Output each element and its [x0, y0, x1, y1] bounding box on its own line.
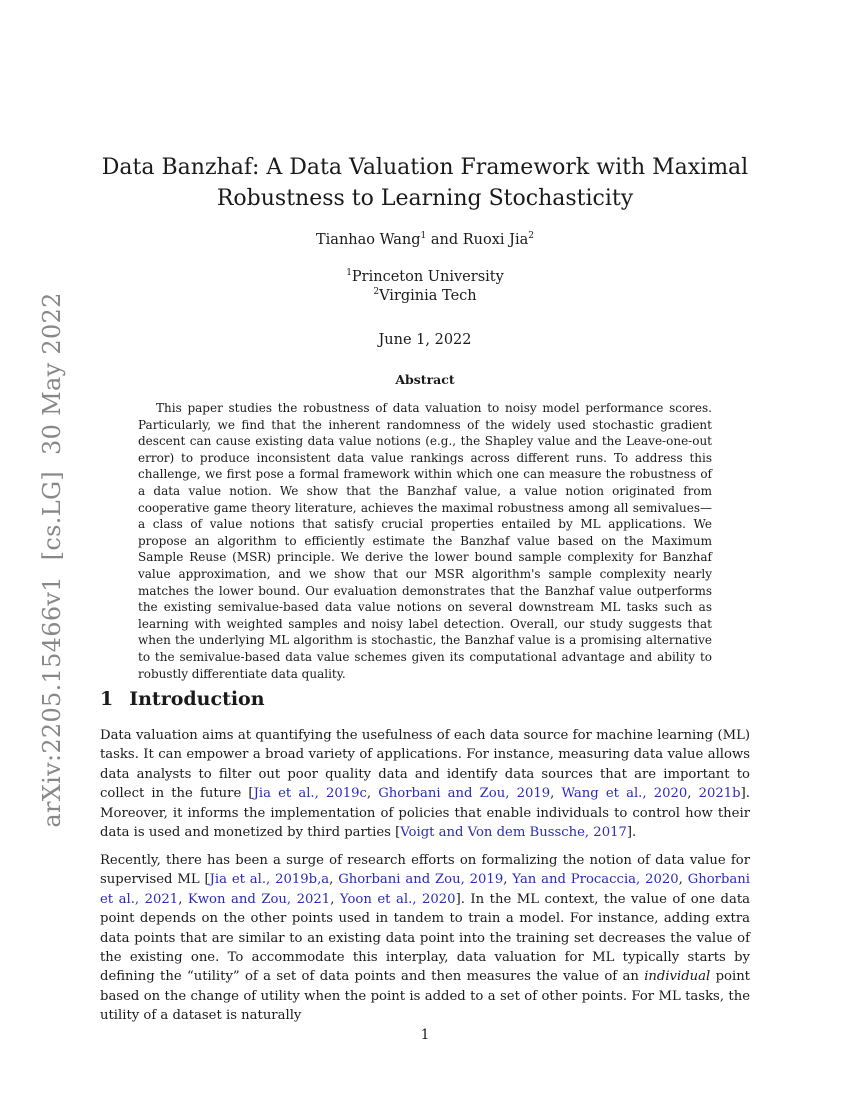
citation-link[interactable]: 2021b — [698, 786, 741, 802]
author-connector: and — [426, 232, 463, 248]
title-line-2: Robustness to Learning Stochasticity — [216, 186, 634, 211]
citation-link[interactable]: Voigt and Von dem Bussche, 2017 — [400, 825, 627, 841]
author-list — [100, 232, 750, 248]
emphasis-text: individual — [644, 969, 711, 985]
intro-paragraph-2 — [100, 851, 750, 1026]
citation-separator: , — [687, 786, 699, 802]
citation-link[interactable]: Ghorbani and Zou, 2019 — [338, 872, 504, 888]
abstract-heading: Abstract — [395, 372, 455, 387]
affiliation-name: Virginia Tech — [379, 288, 477, 304]
arxiv-identifier — [38, 288, 66, 831]
affiliation-line — [100, 268, 750, 287]
citation-separator: , — [330, 891, 340, 907]
citation-link[interactable]: Ghorbani and Zou, 2019 — [378, 786, 551, 802]
affiliation-mark: 1 — [346, 268, 352, 278]
citation-link[interactable]: Jia et al., 2019b,a — [209, 872, 330, 888]
paragraph-text: ]. — [626, 825, 637, 841]
title-line-1: Data Banzhaf: A Data Valuation Framework with Maximal — [101, 155, 749, 180]
section-heading — [100, 688, 265, 710]
affiliation-name: Princeton University — [351, 269, 504, 285]
author-name: Ruoxi Jia — [462, 232, 529, 248]
arxiv-category: [cs.LG] — [38, 470, 66, 561]
section-number: 1 — [100, 688, 114, 710]
author-name: Tianhao Wang — [316, 232, 421, 248]
citation-separator: , — [329, 872, 339, 888]
paragraph-text: Recently, there has been a surge of research efforts on formalizing the notion of data value for supervised ML [ — [100, 853, 750, 888]
paragraph-text: point based on the change of utility when the point is added to a set of other points. For ML tasks, the utility of a dataset is naturally — [100, 969, 750, 1024]
citation-separator: , — [178, 891, 188, 907]
citation-separator: , — [550, 786, 562, 802]
citation-link[interactable]: Yoon et al., 2020 — [339, 891, 456, 907]
abstract-text: This paper studies the robustness of data valuation to noisy model performance scores. Particularly, we find that the inherent randomness of the widely used stochastic gradient descent can cause existing data value notions (e.g., the Shapley value and the Leave-one-out error) to produce inconsistent data value rankings across different runs. To address this challenge, we first pose a formal framework within which one can measure the robustness of a data value notion. We show that the Banzhaf value, a value notion originated from cooperative game theory literature, achieves the maximal robustness among all semivalues—a class of value notions that satisfy crucial properties entailed by ML applications. We propose an algorithm to efficiently estimate the Banzhaf value based on the Maximum Sample Reuse (MSR) principle. We derive the lower bound sample complexity for Banzhaf value approximation, and we show that our MSR algorithm's sample complexity nearly matches the lower bound. Our evaluation demonstrates that the Banzhaf value outperforms the existing semivalue-based data value notions on several downstream ML tasks such as learning with weighted samples and noisy label detection. Overall, our study suggests that when the underlying ML algorithm is stochastic, the Banzhaf value is a promising alternative to the semivalue-based data value schemes given its computational advantage and ability to robustly differentiate data quality. — [138, 401, 712, 681]
citation-separator: , — [366, 786, 379, 802]
affiliation-mark: 2 — [528, 231, 534, 241]
citation-separator: , — [503, 872, 513, 888]
citation-link[interactable]: Jia et al., 2019c — [253, 786, 367, 802]
citation-link[interactable]: Yan and Procaccia, 2020 — [512, 872, 679, 888]
affiliation-line — [100, 287, 750, 306]
paragraph-text: Data valuation aims at quantifying the usefulness of each data source for machine learning (ML) tasks. It can empower a broad variety of applications. For instance, measuring data value allows data analysts to filter out poor quality data and identify data sources that are important to collect in the future [ — [100, 728, 750, 802]
affiliation-mark: 1 — [420, 231, 427, 241]
paper-date: June 1, 2022 — [378, 332, 472, 348]
affiliations — [100, 268, 750, 306]
citation-link[interactable]: Ghorbani et al., 2021 — [100, 872, 750, 907]
paragraph-text: ]. Moreover, it informs the implementation of policies that enable individuals to control how their data is used and monetized by third parties [ — [100, 786, 750, 841]
arxiv-date: 30 May 2022 — [38, 292, 66, 455]
paper-title — [100, 152, 750, 214]
citation-separator: , — [678, 872, 688, 888]
intro-paragraph-1 — [100, 726, 750, 842]
section-title: Introduction — [129, 688, 265, 710]
page-number: 1 — [420, 1027, 430, 1043]
arxiv-id: arXiv:2205.15466v1 — [38, 576, 66, 828]
citation-link[interactable]: Kwon and Zou, 2021 — [187, 891, 331, 907]
paragraph-text: ]. In the ML context, the value of one data point depends on the other points used in tandem to train a model. For instance, adding extra data points that are similar to an existing data point into the training set decreases the value of the existing one. To accommodate this interplay, data valuation for ML typically starts by defining the “utility” of a set of data points and then measures the value of an — [100, 891, 750, 985]
affiliation-mark: 2 — [373, 287, 380, 297]
citation-link[interactable]: Wang et al., 2020 — [561, 786, 688, 802]
